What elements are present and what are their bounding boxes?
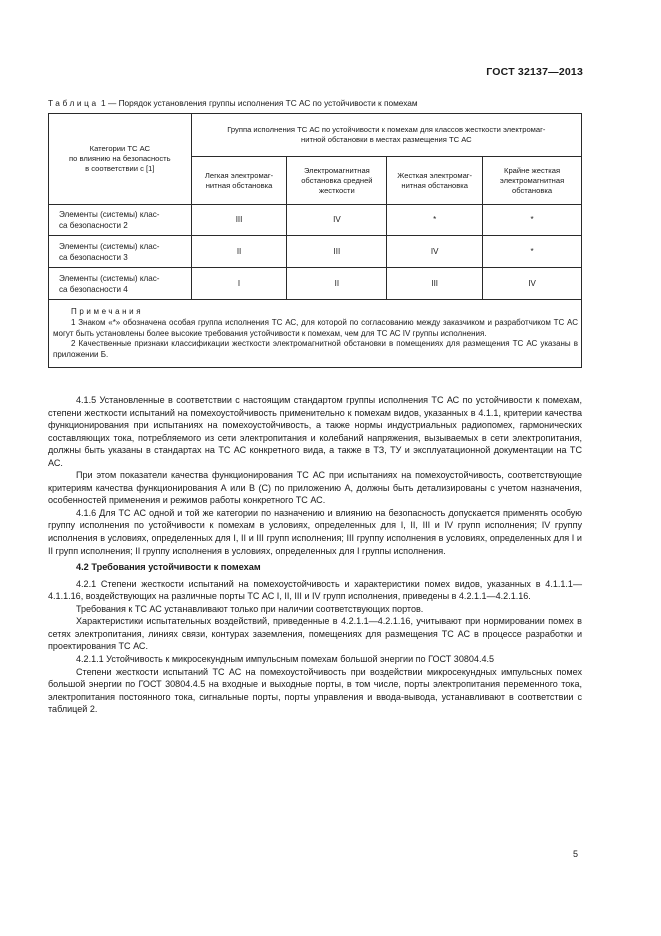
paragraph: Степени жесткости испытаний ТС АС на помехоустойчивость при воздействии микросекундных импульсных помех большой энергии по ГОСТ 30804.4.5 на входные и выходные порты, в том числе, порты электропитания переменного тока, электропитания постоянного тока, сигнальные порты, порты управления и ввода-вывода, устанавливают в соответствии с таблицей 2. xyxy=(48,666,582,715)
column-header-line: электромагнитная xyxy=(499,175,565,185)
table-notes xyxy=(49,300,582,368)
paragraph-4-1-6: 4.1.6 Для ТС АС одной и той же категории по назначению и влиянию на безопасность допускается применять особую группу исполнения по устойчивости к помехам в условиях, определенных для I, II, III и IV групп исполнения; IV группу исполнения в условиях, определенных для I, II и III групп исполнения; III группу исполнения в условиях, определенных для I и II групп исполнения; II группу исполнения в условиях, определенных для I группы исполнения. xyxy=(48,507,582,556)
row-label-line: са безопасности 2 xyxy=(59,221,128,230)
column-header-line: обстановка средней xyxy=(301,175,373,185)
paragraph: При этом показатели качества функционирования ТС АС при испытаниях на помехоустойчивость, соответствующие критериям качества функционирования А или В (С) по приложению А, должны быть детализированы с учетом назначения, особенностей применения и режимов работы конкретного ТС АС. xyxy=(48,470,582,506)
table-cell: II xyxy=(191,236,287,268)
row-label-line: са безопасности 3 xyxy=(59,252,128,262)
column-header-line: нитная обстановка xyxy=(205,180,273,190)
paragraph: Требования к ТС АС устанавливают только при наличии соответствующих портов. xyxy=(76,603,424,614)
table-cell: I xyxy=(191,268,287,300)
table-notes-row xyxy=(49,300,582,368)
standard-designation: ГОСТ 32137—2013 xyxy=(486,66,583,78)
column-header-line: жесткости xyxy=(319,185,355,195)
table-row xyxy=(49,268,582,300)
table-cell: IV xyxy=(387,236,483,268)
table-caption-word: Таблица xyxy=(48,98,99,108)
notes-title: Примечания xyxy=(71,307,144,316)
column-header-line: Крайне жесткая xyxy=(504,165,561,175)
corner-header-line: в соответствии с [1] xyxy=(85,164,155,173)
column-header-line: Легкая электромаг- xyxy=(204,170,274,180)
table-caption xyxy=(48,98,418,108)
column-header-line: Жесткая электромаг- xyxy=(397,170,473,180)
column-header-line: Электромагнитная xyxy=(303,165,370,175)
page-number: 5 xyxy=(572,849,578,859)
body-text xyxy=(48,394,582,716)
table-cell: * xyxy=(387,205,483,236)
row-label xyxy=(49,268,192,300)
group-header-cell xyxy=(191,114,581,157)
column-header-extreme xyxy=(483,157,582,205)
section-heading-4-2: 4.2 Требования устойчивости к помехам xyxy=(76,562,261,573)
row-label-line: Элементы (системы) клас- xyxy=(59,210,160,219)
gost-table-1 xyxy=(48,113,582,368)
corner-header-line: по влиянию на безопасность xyxy=(69,154,171,163)
column-header-line: обстановка xyxy=(512,185,553,195)
table-cell: III xyxy=(287,236,387,268)
table-caption-text: 1 — Порядок установления группы исполнения ТС АС по устойчивости к помехам xyxy=(101,98,418,108)
column-header-medium xyxy=(287,157,387,205)
paragraph: Характеристики испытательных воздействий, приведенные в 4.2.1.1—4.2.1.16, учитывают при нормировании помех в сетях электропитания, линиях связи, контурах заземления, помещениях для размещения ТС АС в процессе разработки и проектирования ТС АС. xyxy=(48,616,582,652)
note-item: 1 Знаком «*» обозначена особая группа исполнения ТС АС, для которой по согласованию между заказчиком и разработчиком ТС АС могут быть установлены более высокие требования устойчивости к помехам, чем для ТС АС IV группы исполнения. xyxy=(53,317,578,338)
paragraph-4-2-1: 4.2.1 Степени жесткости испытаний на помехоустойчивость и характеристики помех видов, указанных в 4.1.1.1—4.1.1.16, воздействующих на различные порты ТС АС I, II, III и IV групп исполнения, приведены в 4.2.1.1—4.2.1.16. xyxy=(48,578,582,602)
row-label xyxy=(49,205,192,236)
group-header-line: нитной обстановки в местах размещения ТС АС xyxy=(301,135,472,144)
group-header-line: Группа исполнения ТС АС по устойчивости к помехам для классов жесткости электромаг- xyxy=(227,125,546,134)
table-cell: III xyxy=(387,268,483,300)
column-header-hard xyxy=(387,157,483,205)
table-cell: * xyxy=(483,205,582,236)
table-cell: IV xyxy=(287,205,387,236)
table-cell: II xyxy=(287,268,387,300)
table-cell: III xyxy=(191,205,287,236)
table-cell: IV xyxy=(483,268,582,300)
table-row xyxy=(49,205,582,236)
row-label xyxy=(49,236,192,268)
corner-header-line: Категории ТС АС xyxy=(89,144,150,153)
row-label-line: Элементы (системы) клас- xyxy=(59,241,160,251)
corner-header-cell xyxy=(49,114,192,205)
table-row xyxy=(49,236,582,268)
table-cell: * xyxy=(483,236,582,268)
column-header-light xyxy=(191,157,287,205)
paragraph-4-1-5: 4.1.5 Установленные в соответствии с настоящим стандартом группы исполнения ТС АС по устойчивости к помехам, степени жесткости испытаний на помехоустойчивость применительно к помехам видов, указанных в 4.1.1, критерии качества функционирования при испытаниях на помехоустойчивость, а также нормы индустриальных радиопомех, гармонических составляющих тока, потребляемого из сети электропитания и колебаний напряжения, вызываемых в сети электропитания, должны быть указаны в стандартах на ТС АС конкретного вида, а также в ТЗ, ТУ и эксплуатационной документации на ТС АС. xyxy=(48,395,582,468)
note-item: 2 Качественные признаки классификации жесткости электромагнитной обстановки в помещениях для размещения ТС АС указаны в приложении Б. xyxy=(53,339,578,360)
paragraph-4-2-1-1: 4.2.1.1 Устойчивость к микросекундным импульсным помехам большой энергии по ГОСТ 30804.4.5 xyxy=(76,653,495,664)
column-header-line: нитная обстановка xyxy=(401,180,469,190)
row-label-line: са безопасности 4 xyxy=(59,284,128,294)
row-label-line: Элементы (системы) клас- xyxy=(59,273,160,283)
